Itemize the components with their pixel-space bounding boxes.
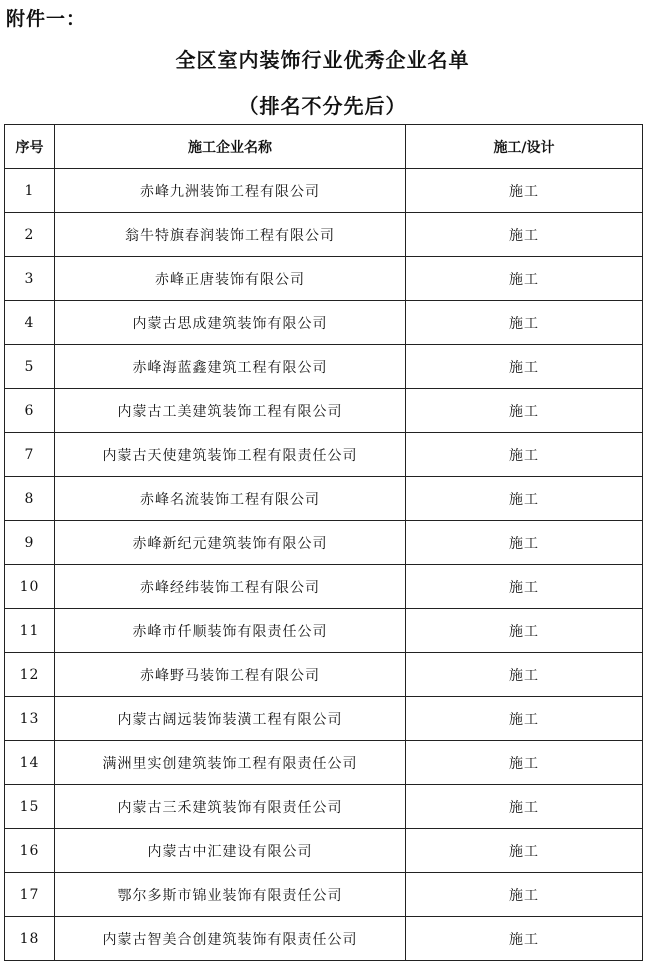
table-row	[5, 257, 643, 301]
table-row	[5, 609, 643, 653]
company-name: 赤峰经纬装饰工程有限公司	[55, 565, 406, 609]
document-title: 全区室内装饰行业优秀企业名单	[175, 48, 470, 72]
table-row	[5, 389, 643, 433]
row-number: 17	[5, 873, 55, 917]
work-type: 施工	[406, 653, 643, 697]
company-name: 内蒙古工美建筑装饰工程有限公司	[55, 389, 406, 433]
header-number: 序号	[5, 125, 55, 169]
company-name: 内蒙古中汇建设有限公司	[55, 829, 406, 873]
table-body	[5, 169, 643, 961]
row-number: 13	[5, 697, 55, 741]
header-type: 施工/设计	[406, 125, 643, 169]
company-name: 赤峰新纪元建筑装饰有限公司	[55, 521, 406, 565]
work-type: 施工	[406, 477, 643, 521]
work-type: 施工	[406, 873, 643, 917]
work-type: 施工	[406, 389, 643, 433]
company-name: 内蒙古阔远装饰装潢工程有限公司	[55, 697, 406, 741]
company-name: 内蒙古三禾建筑装饰有限责任公司	[55, 785, 406, 829]
company-name: 满洲里实创建筑装饰工程有限责任公司	[55, 741, 406, 785]
table-row	[5, 213, 643, 257]
work-type: 施工	[406, 257, 643, 301]
company-name: 内蒙古思成建筑装饰有限公司	[55, 301, 406, 345]
row-number: 2	[5, 213, 55, 257]
table-row	[5, 521, 643, 565]
work-type: 施工	[406, 829, 643, 873]
row-number: 7	[5, 433, 55, 477]
work-type: 施工	[406, 785, 643, 829]
company-name: 赤峰名流装饰工程有限公司	[55, 477, 406, 521]
row-number: 3	[5, 257, 55, 301]
work-type: 施工	[406, 697, 643, 741]
table-row	[5, 697, 643, 741]
company-name: 内蒙古智美合创建筑装饰有限责任公司	[55, 917, 406, 961]
row-number: 6	[5, 389, 55, 433]
company-name: 赤峰野马装饰工程有限公司	[55, 653, 406, 697]
row-number: 16	[5, 829, 55, 873]
work-type: 施工	[406, 917, 643, 961]
row-number: 10	[5, 565, 55, 609]
work-type: 施工	[406, 433, 643, 477]
table-header-row	[5, 125, 643, 169]
work-type: 施工	[406, 741, 643, 785]
company-name: 赤峰正唐装饰有限公司	[55, 257, 406, 301]
document-subtitle: （排名不分先后）	[238, 94, 407, 118]
company-name: 内蒙古天使建筑装饰工程有限责任公司	[55, 433, 406, 477]
row-number: 1	[5, 169, 55, 213]
company-name: 鄂尔多斯市锦业装饰有限责任公司	[55, 873, 406, 917]
work-type: 施工	[406, 521, 643, 565]
header-company-name: 施工企业名称	[55, 125, 406, 169]
table-row	[5, 565, 643, 609]
row-number: 14	[5, 741, 55, 785]
row-number: 4	[5, 301, 55, 345]
table-row	[5, 301, 643, 345]
table-row	[5, 829, 643, 873]
table-row	[5, 433, 643, 477]
table-row	[5, 873, 643, 917]
table-row	[5, 169, 643, 213]
table-row	[5, 477, 643, 521]
work-type: 施工	[406, 609, 643, 653]
work-type: 施工	[406, 345, 643, 389]
company-table	[4, 124, 643, 961]
table-row	[5, 785, 643, 829]
row-number: 12	[5, 653, 55, 697]
row-number: 5	[5, 345, 55, 389]
table-row	[5, 917, 643, 961]
work-type: 施工	[406, 169, 643, 213]
work-type: 施工	[406, 565, 643, 609]
row-number: 9	[5, 521, 55, 565]
company-name: 赤峰海蓝鑫建筑工程有限公司	[55, 345, 406, 389]
company-name: 赤峰市仟顺装饰有限责任公司	[55, 609, 406, 653]
row-number: 11	[5, 609, 55, 653]
table-row	[5, 741, 643, 785]
table-row	[5, 653, 643, 697]
row-number: 15	[5, 785, 55, 829]
table-row	[5, 345, 643, 389]
work-type: 施工	[406, 301, 643, 345]
row-number: 8	[5, 477, 55, 521]
work-type: 施工	[406, 213, 643, 257]
row-number: 18	[5, 917, 55, 961]
company-name: 翁牛特旗春润装饰工程有限公司	[55, 213, 406, 257]
attachment-label: 附件一：	[6, 8, 87, 30]
company-name: 赤峰九洲装饰工程有限公司	[55, 169, 406, 213]
